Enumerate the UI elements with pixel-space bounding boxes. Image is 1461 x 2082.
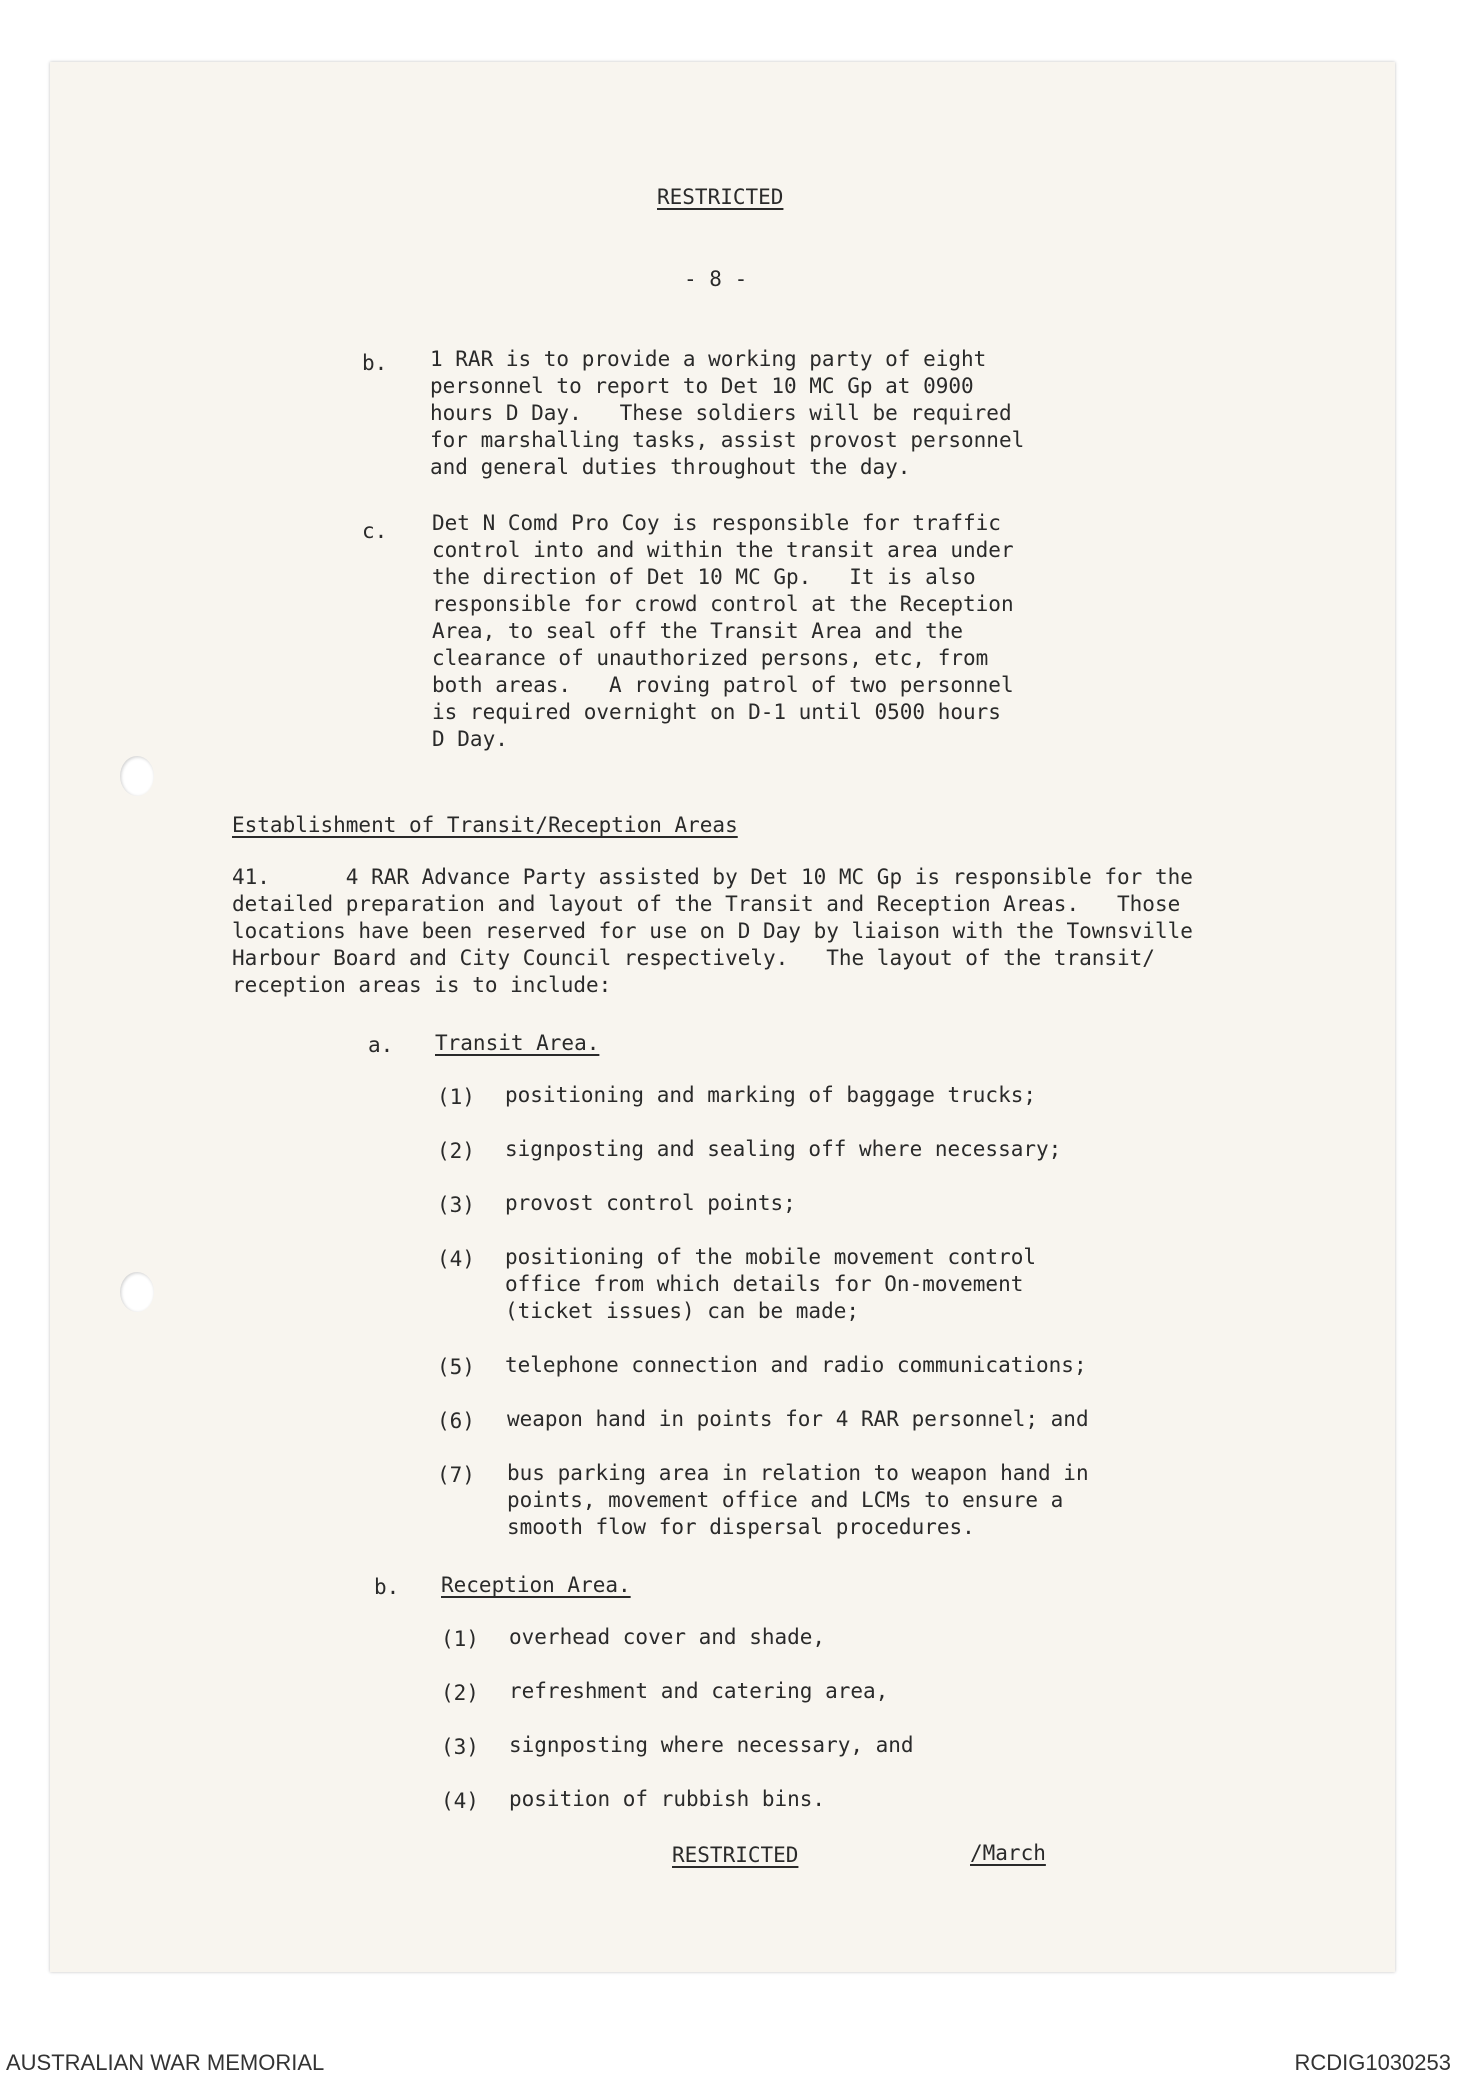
para-41-line: Harbour Board and City Council respectively. The layout of the transit/ [232,946,1155,970]
transit-item-text: provost control points; [505,1191,796,1215]
item-c-line: clearance of unauthorized persons, etc, from [432,646,989,670]
punch-hole-upper [120,756,154,796]
item-b-line: for marshalling tasks, assist provost personnel [430,428,1025,452]
reception-item-number: (4) [441,1789,479,1813]
para-41-line: 41. 4 RAR Advance Party assisted by Det 10 MC Gp is responsible for the [232,865,1193,889]
transit-item-text: telephone connection and radio communications; [505,1353,1087,1377]
transit-item-text: signposting and sealing off where necessary; [505,1137,1062,1161]
header-classification: RESTRICTED [657,185,784,209]
archive-reference: RCDIG1030253 [1294,2050,1451,2075]
transit-item-text: smooth flow for dispersal procedures. [507,1515,975,1539]
reception-item-number: (2) [441,1681,479,1705]
item-c-line: is required overnight on D-1 until 0500 hours [432,700,1001,724]
transit-item-text: positioning and marking of baggage trucks; [505,1083,1037,1107]
punch-hole-lower [120,1272,154,1312]
page-number: - 8 - [684,267,748,291]
transit-letter: a. [368,1033,394,1057]
item-c-line: the direction of Det 10 MC Gp. It is also [432,565,976,589]
transit-title: Transit Area. [435,1031,600,1055]
item-c-line: control into and within the transit area under [432,538,1014,562]
transit-item-number: (2) [437,1139,475,1163]
item-c-line: responsible for crowd control at the Reception [432,592,1014,616]
reception-item-number: (3) [441,1735,479,1759]
item-c-letter: c. [362,519,388,543]
archive-footer [0,2042,1461,2082]
transit-item-text: points, movement office and LCMs to ensure a [507,1488,1064,1512]
transit-item-text: bus parking area in relation to weapon hand in [507,1461,1089,1485]
transit-item-text: weapon hand in points for 4 RAR personnel; and [507,1407,1089,1431]
para-41-line: detailed preparation and layout of the Transit and Reception Areas. Those [232,892,1181,916]
reception-item-text: signposting where necessary, and [509,1733,914,1757]
para-41-line: reception areas is to include: [232,973,612,997]
item-c-line: Det N Comd Pro Coy is responsible for traffic [432,511,1001,535]
reception-item-number: (1) [441,1627,479,1651]
item-c-line: Area, to seal off the Transit Area and the [432,619,964,643]
transit-item-number: (5) [437,1355,475,1379]
item-c-line: D Day. [432,727,508,751]
reception-item-text: position of rubbish bins. [509,1787,826,1811]
transit-item-number: (6) [437,1409,475,1433]
para-41-line: locations have been reserved for use on D Day by liaison with the Townsville [232,919,1193,943]
transit-item-text: office from which details for On-movement [505,1272,1024,1296]
item-b-line: and general duties throughout the day. [430,455,911,479]
item-b-line: personnel to report to Det 10 MC Gp at 0900 [430,374,974,398]
item-b-line: hours D Day. These soldiers will be required [430,401,1012,425]
transit-item-text: positioning of the mobile movement control [505,1245,1037,1269]
reception-letter: b. [374,1575,400,1599]
item-b-line: 1 RAR is to provide a working party of eight [430,347,987,371]
transit-item-number: (1) [437,1085,475,1109]
transit-item-text: (ticket issues) can be made; [505,1299,860,1323]
reception-item-text: overhead cover and shade, [509,1625,826,1649]
archive-source: AUSTRALIAN WAR MEMORIAL [6,2050,325,2075]
transit-item-number: (7) [437,1463,475,1487]
reception-item-text: refreshment and catering area, [509,1679,889,1703]
item-b-letter: b. [362,351,388,375]
footer-classification: RESTRICTED [672,1843,799,1867]
catchword: /March [970,1841,1046,1865]
transit-item-number: (3) [437,1193,475,1217]
item-c-line: both areas. A roving patrol of two personnel [432,673,1014,697]
transit-item-number: (4) [437,1247,475,1271]
reception-title: Reception Area. [441,1573,631,1597]
section-heading: Establishment of Transit/Reception Areas [232,813,738,837]
